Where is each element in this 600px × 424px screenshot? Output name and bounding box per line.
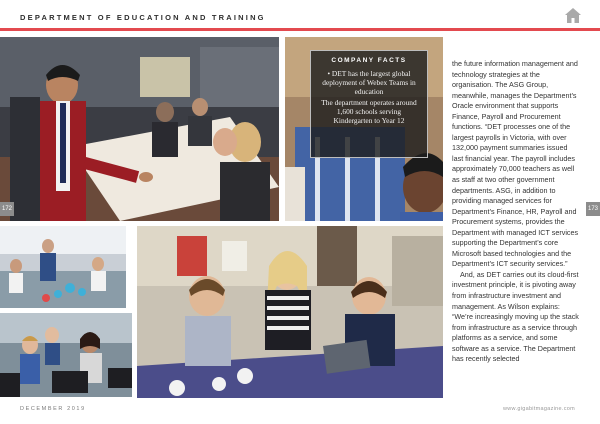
- photo-laptop-class: [0, 313, 132, 397]
- page-number-right: 173: [586, 202, 600, 216]
- home-icon[interactable]: [565, 8, 581, 23]
- company-fact-item: • DET has the largest global deployment of Webex Teams in education: [322, 69, 416, 96]
- header-accent-rule: [0, 28, 600, 31]
- article-paragraph: And, as DET carries out its cloud-first investment principle, it is pivoting away from infrastructure investment and management. As Wilson explains: “We’re increasingly moving up the stack from infrastructure as a service through platforms as a service, and some software as a service. The Department has recently selected: [452, 269, 579, 364]
- page-number-left: 172: [0, 202, 14, 216]
- article-body: [452, 59, 580, 365]
- issue-date: DECEMBER 2019: [20, 406, 86, 412]
- photo-students-robots: [137, 226, 443, 398]
- section-title: DEPARTMENT OF EDUCATION AND TRAINING: [20, 13, 266, 22]
- company-facts-title: COMPANY FACTS: [331, 57, 407, 64]
- website-link[interactable]: www.gigabitmagazine.com: [503, 406, 576, 412]
- company-facts-box: [310, 50, 428, 158]
- article-paragraph: the future information management and technology strategies at the organisation. The ASG Group, meanwhile, manages the Department’s Oracle environment that supports Finance, Payroll and Procurement functions. “DET processes one of the largest payrolls in Victoria, with over 132,000 payment summaries issued last financial year. The payroll includes approximately 70,000 teachers as well as staff at two other government departments. ASG, in addition to providing managed services for Department’s Finance, HR, Payroll and Procurement systems, provides the Department with managed ICT services supporting the Department’s core Microsoft based technologies and the Department’s ICT security services.”: [452, 59, 579, 269]
- company-fact-item: The department operates around 1,600 schools serving Kindergarten to Year 12: [321, 98, 417, 125]
- photo-robotics-class: [0, 226, 126, 308]
- photo-teacher-with-students: [0, 37, 279, 221]
